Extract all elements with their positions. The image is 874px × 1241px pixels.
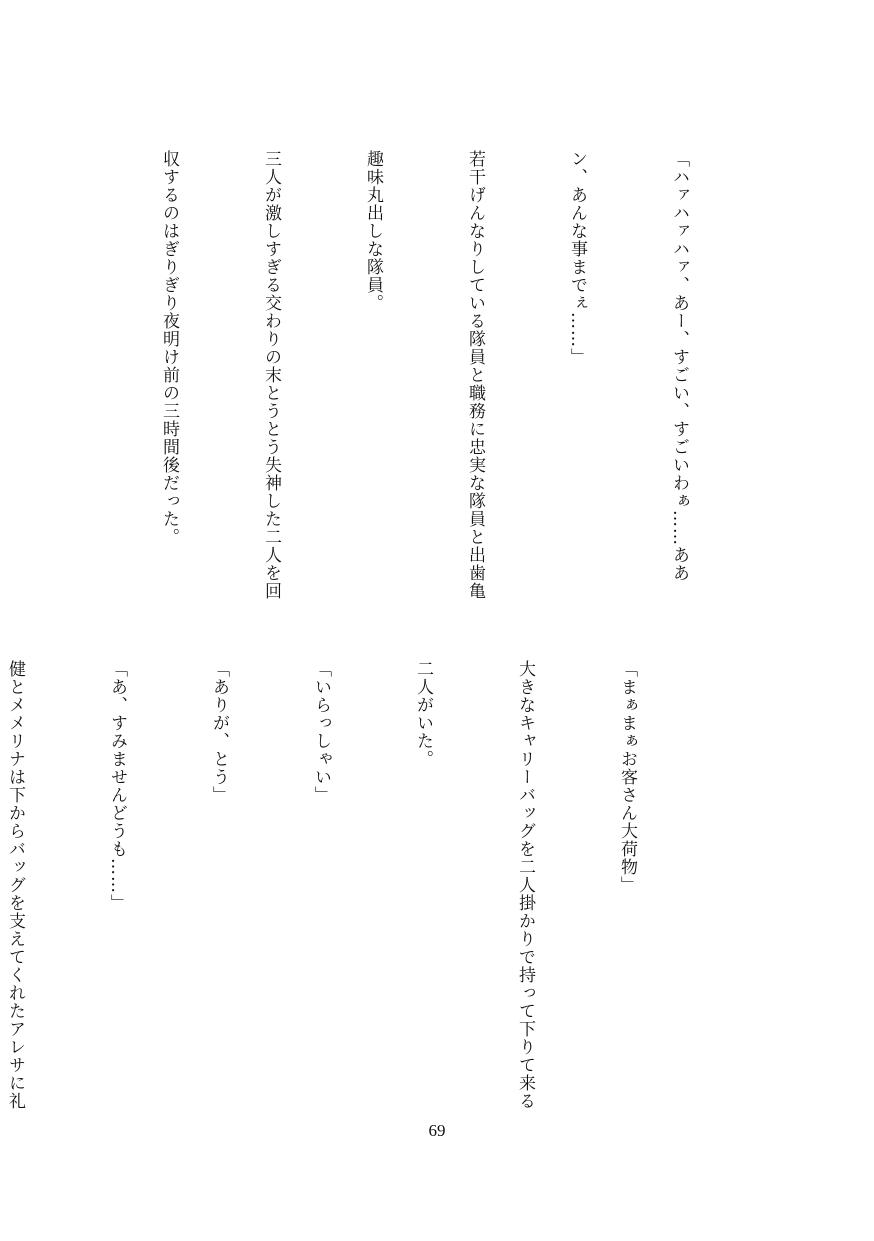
text-line: 趣味丸出しな隊員。 <box>363 150 383 312</box>
text-line: 大きなキャリーバッグを二人掛かりで持って下りて来る <box>515 660 535 1110</box>
text-line: 「あ、すみませんどうも……」 <box>107 660 127 912</box>
text-line: 若干げんなりしている隊員と職務に忠実な隊員と出歯亀 <box>465 150 485 600</box>
blank-line <box>50 150 84 590</box>
top-text-block <box>0 150 764 600</box>
page-number: 69 <box>428 1121 446 1140</box>
text-line: ン、あんな事までぇ……」 <box>567 150 587 366</box>
text-line: 健とメメリナは下からバッグを支えてくれたアレサに礼 <box>5 660 25 1110</box>
text-line: 「まぁまぁお客さん大荷物」 <box>617 660 637 894</box>
text-line: 三人が激しすぎる交わりの末とうとう失神した二人を回 <box>261 150 281 600</box>
text-line: 二人がいた。 <box>413 660 433 768</box>
text-line: 「いらっしゃい」 <box>311 660 331 804</box>
text-line: 「ハァハァハァ、あー、すごい、すごいわぁ……ああ <box>669 150 689 582</box>
text-line: 収するのはぎりぎり夜明け前の三時間後だった。 <box>159 150 179 546</box>
bottom-text-block <box>0 660 712 1110</box>
text-line: 「ありが、とう」 <box>209 660 229 804</box>
